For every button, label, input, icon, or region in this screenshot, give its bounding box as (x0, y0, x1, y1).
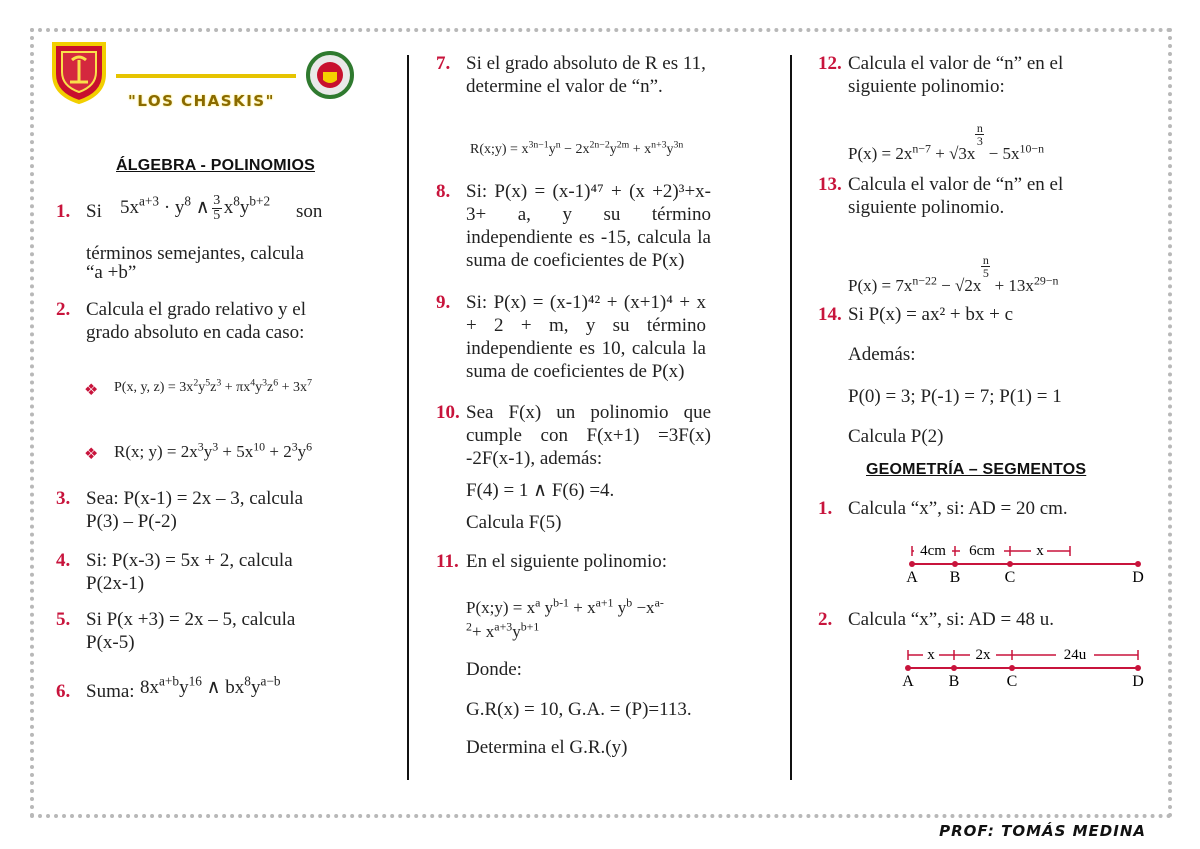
problem-2 (56, 298, 356, 348)
formula: R(x;y) = $x^{3n-1}y^n - 2x^{2n-2}y^{2m} + x^{n+3}y^{3n}$ (470, 139, 684, 157)
point-label: C (1004, 569, 1016, 586)
problem-condition: P(0) = 3; P(-1) = 7; P(1) = 1 (848, 386, 1062, 407)
bullet-formula-1 (84, 377, 312, 400)
point-b (952, 561, 958, 567)
formula: $P(x) = 7x^{n-22} - √2xn$ $5 + 13x^{29-n}$ (848, 253, 1059, 295)
point-label: B (948, 673, 960, 690)
problem-condition: F(4) = 1 ∧ F(6) =4. (466, 480, 615, 501)
problem-text: Suma: (86, 681, 135, 702)
problem-text: Calcula el valor de “n” en el siguiente polinomio. (848, 174, 1064, 218)
segment-diagram-2 (890, 640, 1150, 692)
problem-4 (56, 549, 356, 599)
problem-text: En el siguiente polinomio: (466, 551, 668, 572)
problem-text: Si (86, 201, 102, 222)
problem-9 (436, 291, 756, 381)
point-label: D (1132, 673, 1144, 690)
problem-number: 8. (436, 181, 451, 202)
column-divider-2 (790, 55, 792, 780)
school-shield-logo (48, 38, 110, 106)
problem-12 (818, 52, 1148, 102)
problem-text: Si P(x) = ax² + bx + c (848, 304, 1014, 325)
problem-text: Si: P(x) = (x-1)⁴² + (x+1)⁴ + x + 2 + m, y su término independiente es 10, calcula la suma de coeficientes de P(x) (466, 292, 706, 382)
problem-number: 3. (56, 488, 71, 509)
point-label: A (906, 569, 918, 586)
algebra-section-title: ÁLGEBRA - POLINOMIOS (116, 157, 315, 174)
problem-number: 7. (436, 53, 451, 74)
problem-number: 1. (818, 498, 833, 519)
problem-number: 6. (56, 681, 71, 702)
problem-text: Si: P(x) = (x-1)⁴⁷ + (x +2)³+x-3+ a, y su término independiente es -15, calcula la suma de coeficientes de P(x) (466, 181, 711, 271)
measure-label: x (927, 647, 935, 663)
problem-8 (436, 180, 756, 270)
problem-number: 9. (436, 292, 451, 313)
problem-5 (56, 608, 356, 658)
measure-label: 24u (1063, 647, 1087, 663)
problem-number: 12. (818, 53, 842, 74)
author-footer: PROF: TOMÁS MEDINA (939, 822, 1146, 840)
measure-label: 2x (975, 647, 991, 663)
problem-number: 5. (56, 609, 71, 630)
point-c (1009, 665, 1015, 671)
problem-question: Calcula F(5) (466, 512, 562, 533)
problem-number: 4. (56, 550, 71, 571)
problem-text: términos semejantes, calcula (86, 243, 304, 264)
formula: R(x; $y) = 2x^3y^3 + 5x^{10} + 2^3y^6$ (114, 439, 313, 461)
geometry-section-title: GEOMETRÍA – SEGMENTOS (866, 461, 1087, 478)
formula: $^2+ x^{a+3}y^{b+1}$ (466, 619, 540, 641)
problem-condition: G.R(x) = 10, G.A. = (P)=113. (466, 699, 692, 720)
school-name: "LOS CHASKIS" (128, 92, 275, 110)
problem-number: 11. (436, 551, 459, 572)
problem-text: son (296, 201, 323, 222)
measure-label: 6cm (969, 543, 995, 559)
problem-text: Sea F(x) un polinomio que cumple con F(x+1) =3F(x) -2F(x-1), además: (466, 402, 711, 469)
formula: $8x^{a+b}y^{16}$ ∧ $bx^8y^{a-b}$ (140, 673, 281, 698)
problem-number: 14. (818, 304, 842, 325)
formula: P(x, y, $z) = 3x^2y^5z^3 + \pi x^4y^3z^6 + 3x^7$ (114, 377, 312, 395)
point-c (1007, 561, 1013, 567)
point-b (951, 665, 957, 671)
problem-13 (818, 173, 1148, 223)
column-divider-1 (407, 55, 409, 780)
point-d (1135, 665, 1141, 671)
problem-6 (56, 673, 356, 710)
point-a (905, 665, 911, 671)
problem-14 (818, 303, 1148, 447)
bullet-icon: ❖ (84, 382, 99, 399)
geo-problem-1 (818, 497, 1148, 527)
measure-label: 4cm (920, 543, 946, 559)
problem-question: Calcula P(2) (848, 426, 944, 447)
formula: $5x^{a+3} \cdot y^8$ ∧ 3 5 $x^8y^{b+2}$ (120, 193, 271, 223)
formula: P(x;y) = $x^a$ $y^{b-1} + x^{a+1}$ $y^b -x^{a-}$ (466, 595, 664, 617)
header-gold-bar (116, 74, 296, 78)
problem-text: Sea: P(x-1) = 2x – 3, calcula P(3) – P(-2) (86, 488, 304, 532)
problem-3 (56, 487, 356, 537)
point-label: C (1006, 673, 1018, 690)
point-label: A (902, 673, 914, 690)
problem-text: “a +b” (86, 262, 137, 283)
problem-text: Si el grado absoluto de R es 11, determine el valor de “n”. (466, 53, 706, 97)
problem-number: 1. (56, 201, 71, 222)
problem-text: Calcula el grado relativo y el grado absoluto en cada caso: (86, 299, 306, 343)
bullet-icon: ❖ (84, 446, 99, 463)
problem-11 (436, 550, 756, 760)
segment-diagram-1 (890, 536, 1150, 588)
problem-text: Si: P(x-3) = 5x + 2, calcula P(2x-1) (86, 550, 293, 594)
geo-problem-2 (818, 608, 1148, 638)
problem-number: 13. (818, 174, 842, 195)
point-label: B (949, 569, 961, 586)
problem-text: Calcula “x”, si: AD = 20 cm. (848, 498, 1068, 519)
problem-1 (56, 193, 396, 290)
point-a (909, 561, 915, 567)
problem-number: 2. (56, 299, 71, 320)
problem-7 (436, 52, 756, 102)
bullet-formula-2 (84, 439, 313, 464)
formula: $P(x) = 2x^{n-7} + √3xn$ $3 - 5x^{10-n}$ (848, 121, 1045, 163)
problem-text: Donde: (466, 659, 522, 680)
problem-10 (436, 401, 756, 541)
problem-text: Si P(x +3) = 2x – 5, calcula P(x-5) (86, 609, 296, 653)
problem-number: 2. (818, 609, 833, 630)
police-emblem-logo (304, 50, 356, 100)
measure-label: x (1036, 543, 1044, 559)
problem-text: Además: (848, 344, 916, 365)
point-label: D (1132, 569, 1144, 586)
problem-text: Calcula el valor de “n” en el siguiente polinomio: (848, 53, 1064, 97)
point-d (1135, 561, 1141, 567)
problem-text: Calcula “x”, si: AD = 48 u. (848, 609, 1054, 630)
problem-question: Determina el G.R.(y) (466, 737, 628, 758)
problem-number: 10. (436, 402, 460, 423)
